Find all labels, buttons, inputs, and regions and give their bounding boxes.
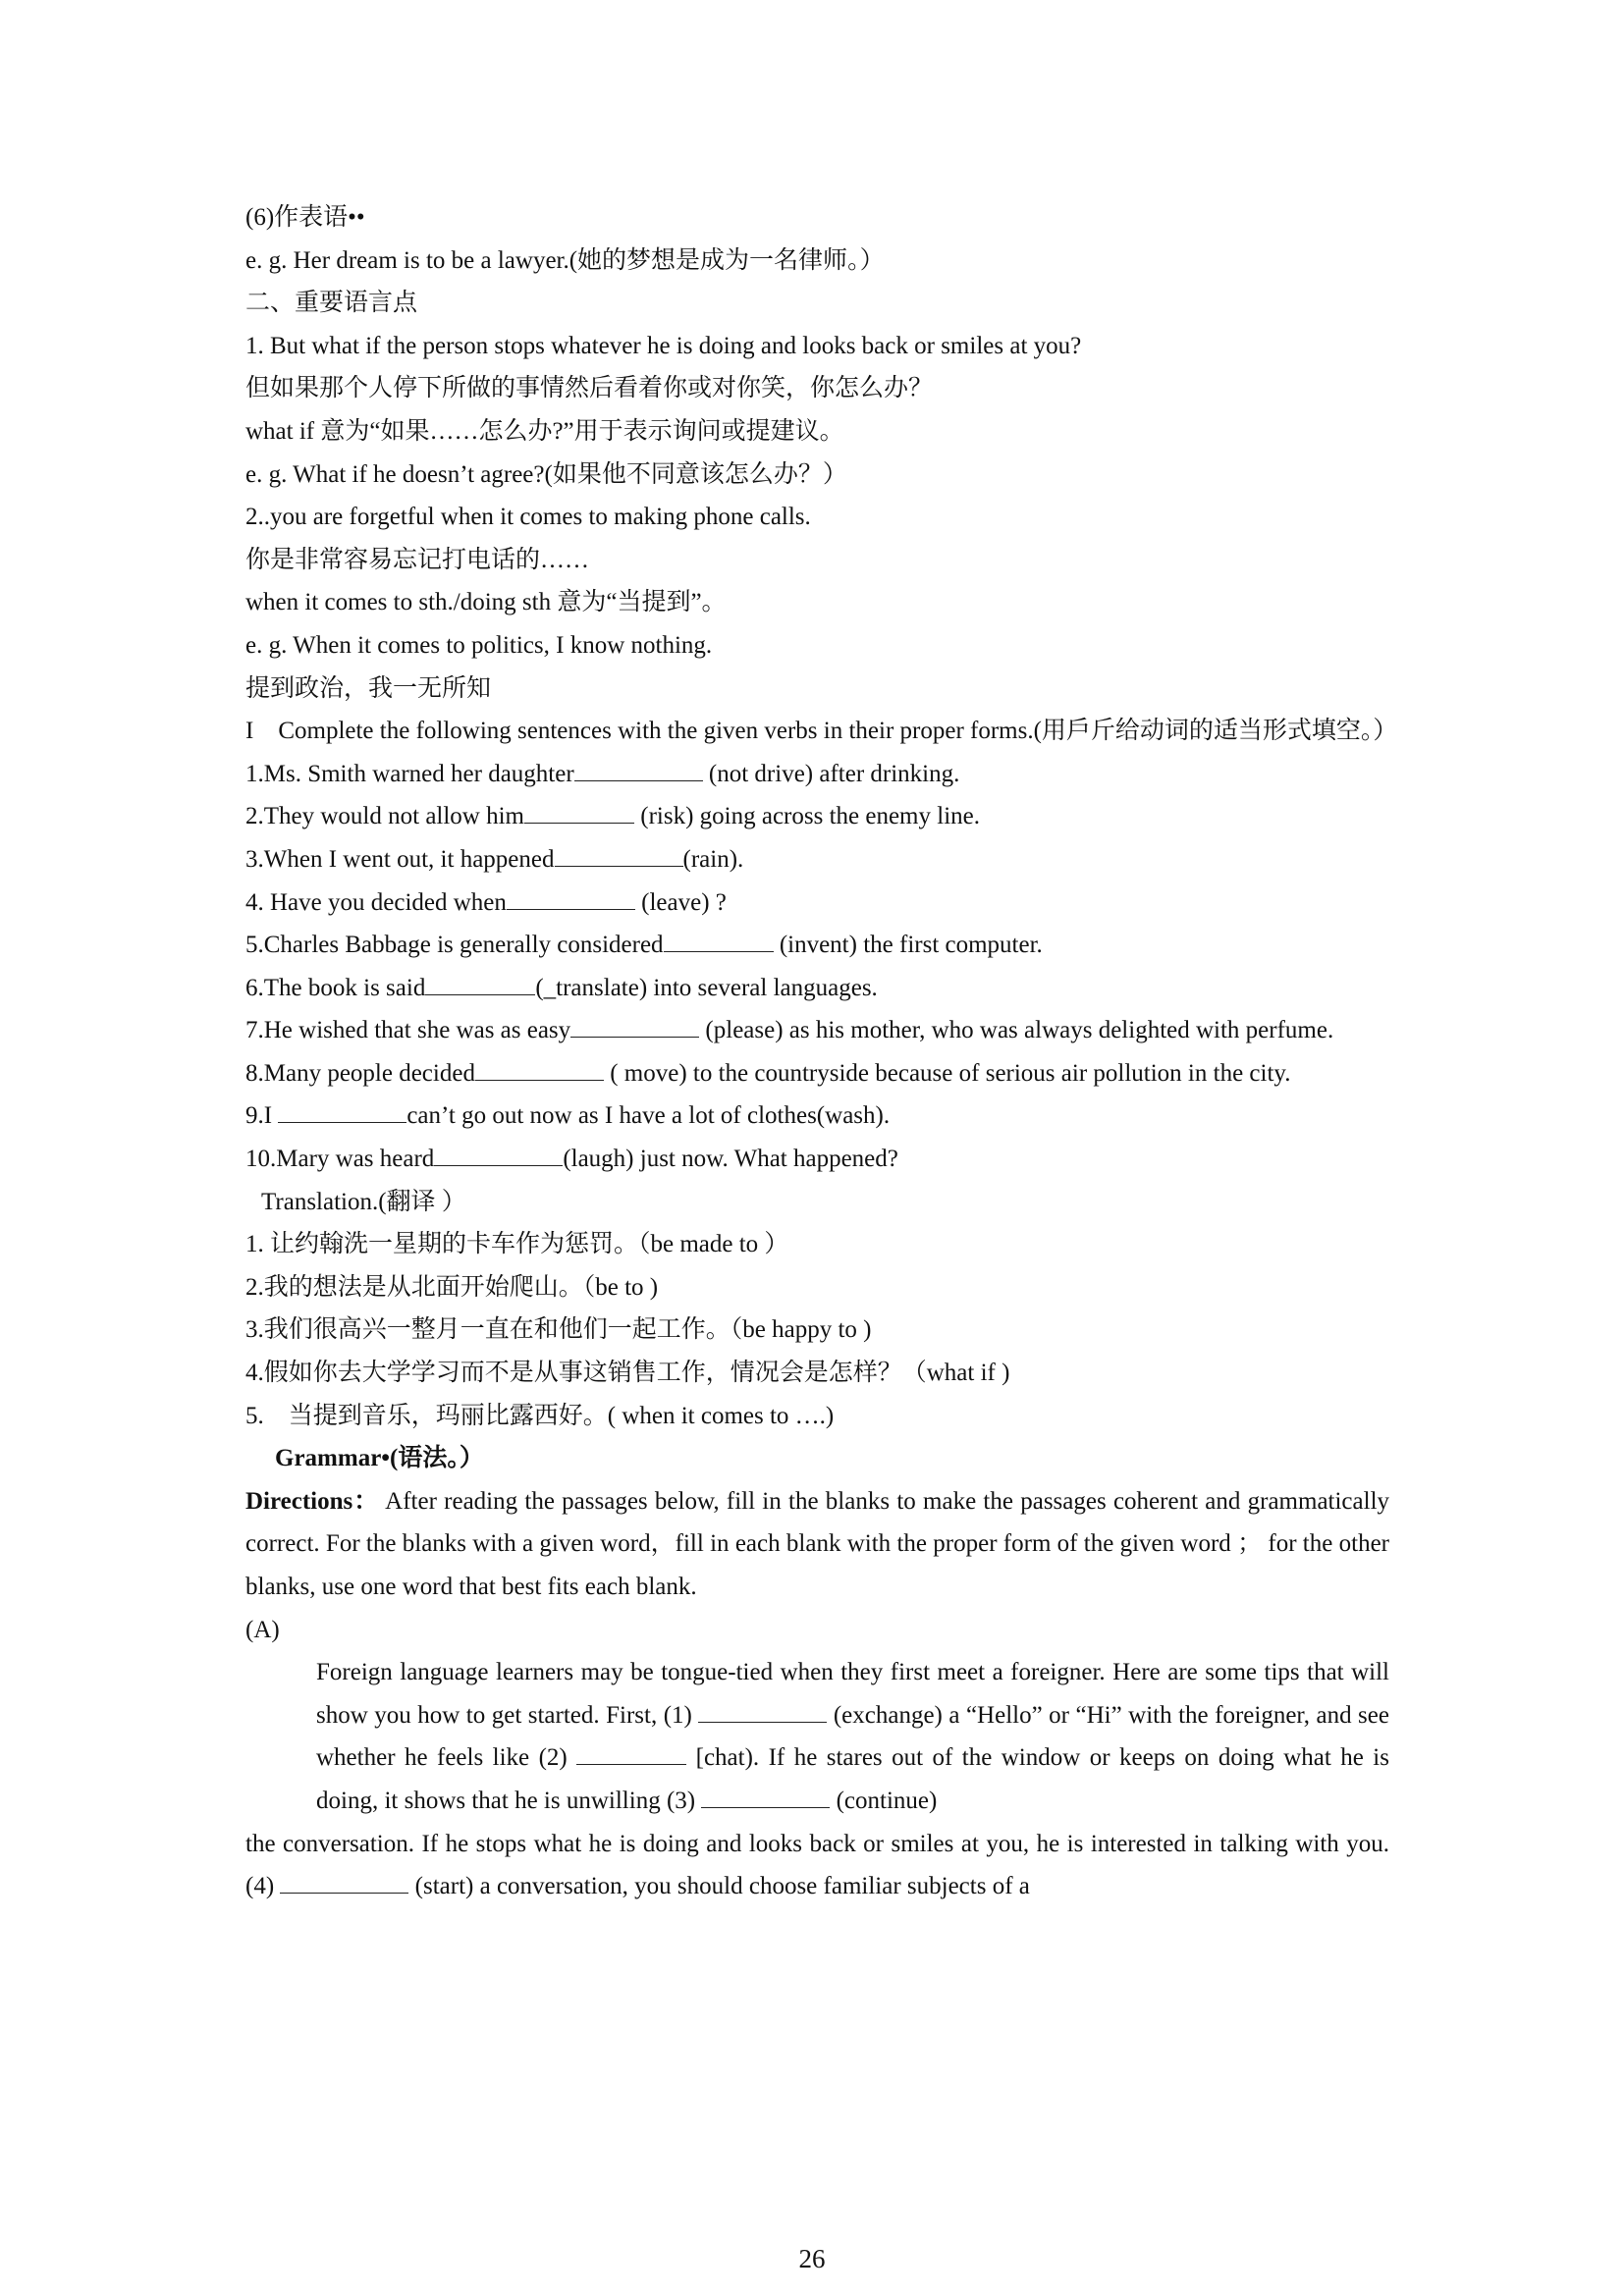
answer-blank[interactable]: [280, 1867, 408, 1894]
exercise-item: 3.When I went out, it happened (rain).: [245, 838, 1389, 881]
text-line: e. g. What if he doesn’t agree?(如果他不同意该怎么办？）: [245, 460, 847, 488]
translation-item: 1. 让约翰洗一星期的卡车作为惩罚。（be made to ）: [245, 1231, 789, 1258]
page-content: [245, 196, 1398, 1908]
answer-blank[interactable]: [524, 797, 634, 824]
text-line: 你是非常容易忘记打电话的……: [245, 546, 590, 573]
section-heading: 二、重要语言点: [245, 290, 418, 317]
text-line: 1. But what if the person stops whatever he is doing and looks back or smiles at you?: [245, 332, 1082, 359]
passage-paragraph: Foreign language learners may be tongue-tied when they first meet a foreigner. Here are some tips that will show you how to get started. First, (1) (exchange) a “Hello” or “Hi” with the foreigner, and see whether he feels like (2) [chat). If he stares out of the window or keeps on doing what he is doing, it shows that he is unwilling (3) (continue): [316, 1659, 1389, 1814]
directions-paragraph: [245, 1480, 1389, 1609]
exercise-item: 2.They would not allow him (risk) going across the enemy line.: [245, 795, 1389, 838]
answer-blank[interactable]: [555, 840, 683, 867]
translation-item: 2.我的想法是从北面开始爬山。（be to ): [245, 1273, 659, 1301]
answer-blank[interactable]: [475, 1054, 604, 1081]
text-line: (6)作表语••: [245, 204, 365, 231]
exercise-item: 5.Charles Babbage is generally considered (invent) the first computer.: [245, 924, 1389, 967]
grammar-heading: Grammar•(语法。）: [275, 1445, 484, 1472]
answer-blank[interactable]: [664, 926, 774, 952]
passage-paragraph: the conversation. If he stops what he is doing and looks back or smiles at you, he is interested in talking with you. (4) (start) a conversation, you should choose familiar subjects of a: [245, 1830, 1389, 1900]
page-number: 26: [798, 2244, 826, 2273]
exercise-item: 1.Ms. Smith warned her daughter (not drive) after drinking.: [245, 753, 1389, 796]
answer-blank[interactable]: [434, 1140, 563, 1166]
answer-blank[interactable]: [574, 755, 703, 781]
exercise-item: 6.The book is said (_translate) into several languages.: [245, 967, 1389, 1010]
answer-blank[interactable]: [507, 883, 635, 910]
answer-blank[interactable]: [701, 1782, 830, 1808]
directions-text: After reading the passages below, fill in the blanks to make the passages coherent and grammatically correct. For the blanks with a given word，fill in each blank with the proper form of the given word ； for the other blanks, use one word that best fits each blank.: [245, 1487, 1390, 1600]
exercise-item: 8.Many people decided ( move) to the countryside because of serious air pollution in the city.: [245, 1052, 1389, 1095]
directions-label: Directions：: [245, 1487, 380, 1515]
text-line: e. g. When it comes to politics, I know nothing.: [245, 631, 713, 659]
translation-item: 3.我们很高兴一整月一直在和他们一起工作。（be happy to ): [245, 1316, 872, 1344]
answer-blank[interactable]: [698, 1696, 827, 1723]
text-line: what if 意为“如果……怎么办?”用于表示询问或提建议。: [245, 417, 844, 445]
exercise-heading: I Complete the following sentences with the given verbs in their proper forms.(用戶斤给动词的适当形式填空。）: [245, 718, 1398, 745]
exercise-item: 4. Have you decided when (leave) ?: [245, 881, 1389, 925]
answer-blank[interactable]: [570, 1011, 699, 1038]
text-line: e. g. Her dream is to be a lawyer.(她的梦想是成为一名律师。）: [245, 246, 885, 274]
answer-blank[interactable]: [576, 1738, 686, 1765]
text-line: 2..you are forgetful when it comes to making phone calls.: [245, 504, 811, 531]
exercise-item: 9.I can’t go out now as I have a lot of clothes(wash).: [245, 1095, 1389, 1138]
section-label: (A): [245, 1616, 280, 1643]
exercise-item: 7.He wished that she was as easy (please) as his mother, who was always delighted with perfume.: [245, 1009, 1389, 1052]
translation-heading: Translation.(翻译 ）: [261, 1188, 466, 1215]
text-line: 但如果那个人停下所做的事情然后看着你或对你笑，你怎么办？: [245, 375, 934, 402]
exercise-item: 10.Mary was heard (laugh) just now. What happened?: [245, 1138, 1389, 1181]
text-line: when it comes to sth./doing sth 意为“当提到”。: [245, 589, 727, 616]
answer-blank[interactable]: [278, 1096, 406, 1123]
translation-item: 4.假如你去大学学习而不是从事这销售工作，情况会是怎样？（what if ): [245, 1360, 1010, 1387]
answer-blank[interactable]: [425, 969, 535, 995]
translation-item: 5. 当提到音乐，玛丽比露西好。( when it comes to ….): [245, 1402, 835, 1429]
text-line: 提到政治，我一无所知: [245, 674, 492, 702]
